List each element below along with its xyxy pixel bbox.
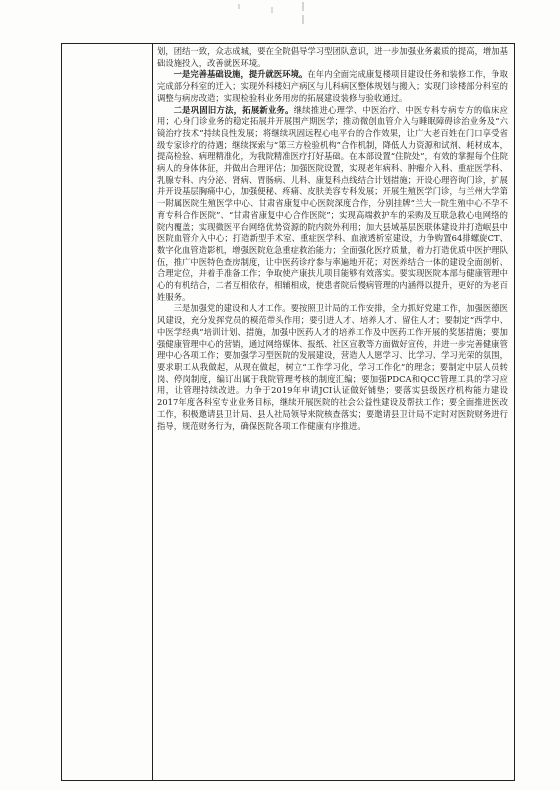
paragraph-infrastructure (157, 69, 508, 104)
scan-binding-marks (225, 0, 335, 30)
table-column-divider (152, 44, 153, 780)
document-body (157, 46, 508, 432)
form-table (61, 43, 515, 781)
paragraph-lead: 二是巩固旧方法，拓展新业务。 (173, 104, 294, 115)
paragraph-intro-continuation (157, 46, 508, 69)
paragraph-party-talent (157, 303, 508, 432)
paragraph-new-business (157, 105, 508, 304)
paragraph-text: 继续推进心理学、中医治疗、中医专科专病专方的临床应用；心身门诊业务的稳定拓展并开展围产期医学；推动微创血管介入与睡眠障碍诊治业务及“六镜治疗技术”持续良性发展；将继续巩固远程心电平台的合作效果，让广大老百姓在门口享受省级专家诊疗的待遇；继续探索与“第三方检验机构”合作机制，降低人力资源和试剂、耗材成本，提高检验、病理精准化，为我院精准医疗打好基础。在本部设置“住院处”，有效的掌握每个住院病人的身体体征，并做出合理评估；加强医院设置，实现老年病科、肿瘤介入科、重症医学科、乳腺专科、内分泌、肾病、胃肠病、儿科、康复科点线结合计划措施；开设心理咨询门诊，扩展并开设基层胸痛中心，加强便秘、疼痛、皮肤美容专科发展；开展生殖医学门诊，与兰州大学第一附属医院生殖医学中心、甘肃省康复中心医院深度合作，分别挂牌“兰大一院生殖中心不孕不育专科合作医院”、“甘肃省康复中心合作医院”；实现高端救护车的采购及互联急救心电网络的院内覆盖；实现微医平台网络优势资源的院内院外利用；加大县域基层医联体建设并打造岷县中医院血管介入中心；打造新型手术室、重症医学科、血液透析室建设，力争购置64排螺旋CT、数字化血管造影机，增强医院危急重症救治能力；全面强化医疗质量，着力打造优质中医护理队伍，推广中医特色查房制度，让中医药诊疗参与率遍地开花；对医养结合一体的建设全面剖析、合理定位，并着手准备工作；争取使产康扶儿项目能够有效落实。要实现医院本部与健康管理中心的有机结合，二者互相依存，相辅相成，使患者院后慢病管理的内涵得以提升，更好的为老百姓服务。 (157, 104, 508, 302)
paragraph-lead: 一是完善基础设施，提升就医环境。 (173, 69, 308, 80)
paragraph-text: 在年内全面完成康复楼项目建设任务和装修工作，争取完成部分科室的迁入；实现外科楼妇产病区与儿科病区整体规划与搬入；实现门诊楼部分科室的调整与病房改造；实现检验科业务用房的拓展建设装修与验收通过。 (157, 69, 508, 103)
paragraph-text: 划，团结一致，众志成城，要在全院倡导学习型团队意识，进一步加强业务素质的提高，增加基础设施投入，改善就医环境。 (157, 46, 508, 68)
paragraph-text: 三是加强党的建设和人才工作。要按照卫计局的工作安排，全力抓好党建工作，加强医德医风建设，充分发挥党员的模范带头作用；要引进人才、培养人才、留住人才；要制定“西学中、中医学经典”培训计划、措施，加强中医药人才的培养工作及中医药工作开展的奖惩措施；要加强健康管理中心的营销，通过网络媒体、报纸、社区宣教等方面做好宣传，并进一步完善健康管理中心各项工作；要加强学习型医院的发展建设，营造人人愿学习、比学习、学习光荣的氛围，要求职工从我做起，从现在做起，树立“工作学习化，学习工作化”的理念；要制定中层人员转岗、停岗制度，编订出属于我院管理考核的制度汇编；要加强PDCA和QCC管理工具的学习应用，让管理持续改进。力争于2019年申请JCI认证做好铺垫；要落实县级医疗机构能力建设2017年度各科室专业业务目标，继续开展医院的社会公益性建设及帮扶工作；要全面推进医改工作，积极邀请县卫计局、县人社局领导来院核查落实；要邀请县卫计局不定时对医院财务进行指导，规范财务行为，确保医院各项工作健康有序推进。 (157, 303, 508, 431)
